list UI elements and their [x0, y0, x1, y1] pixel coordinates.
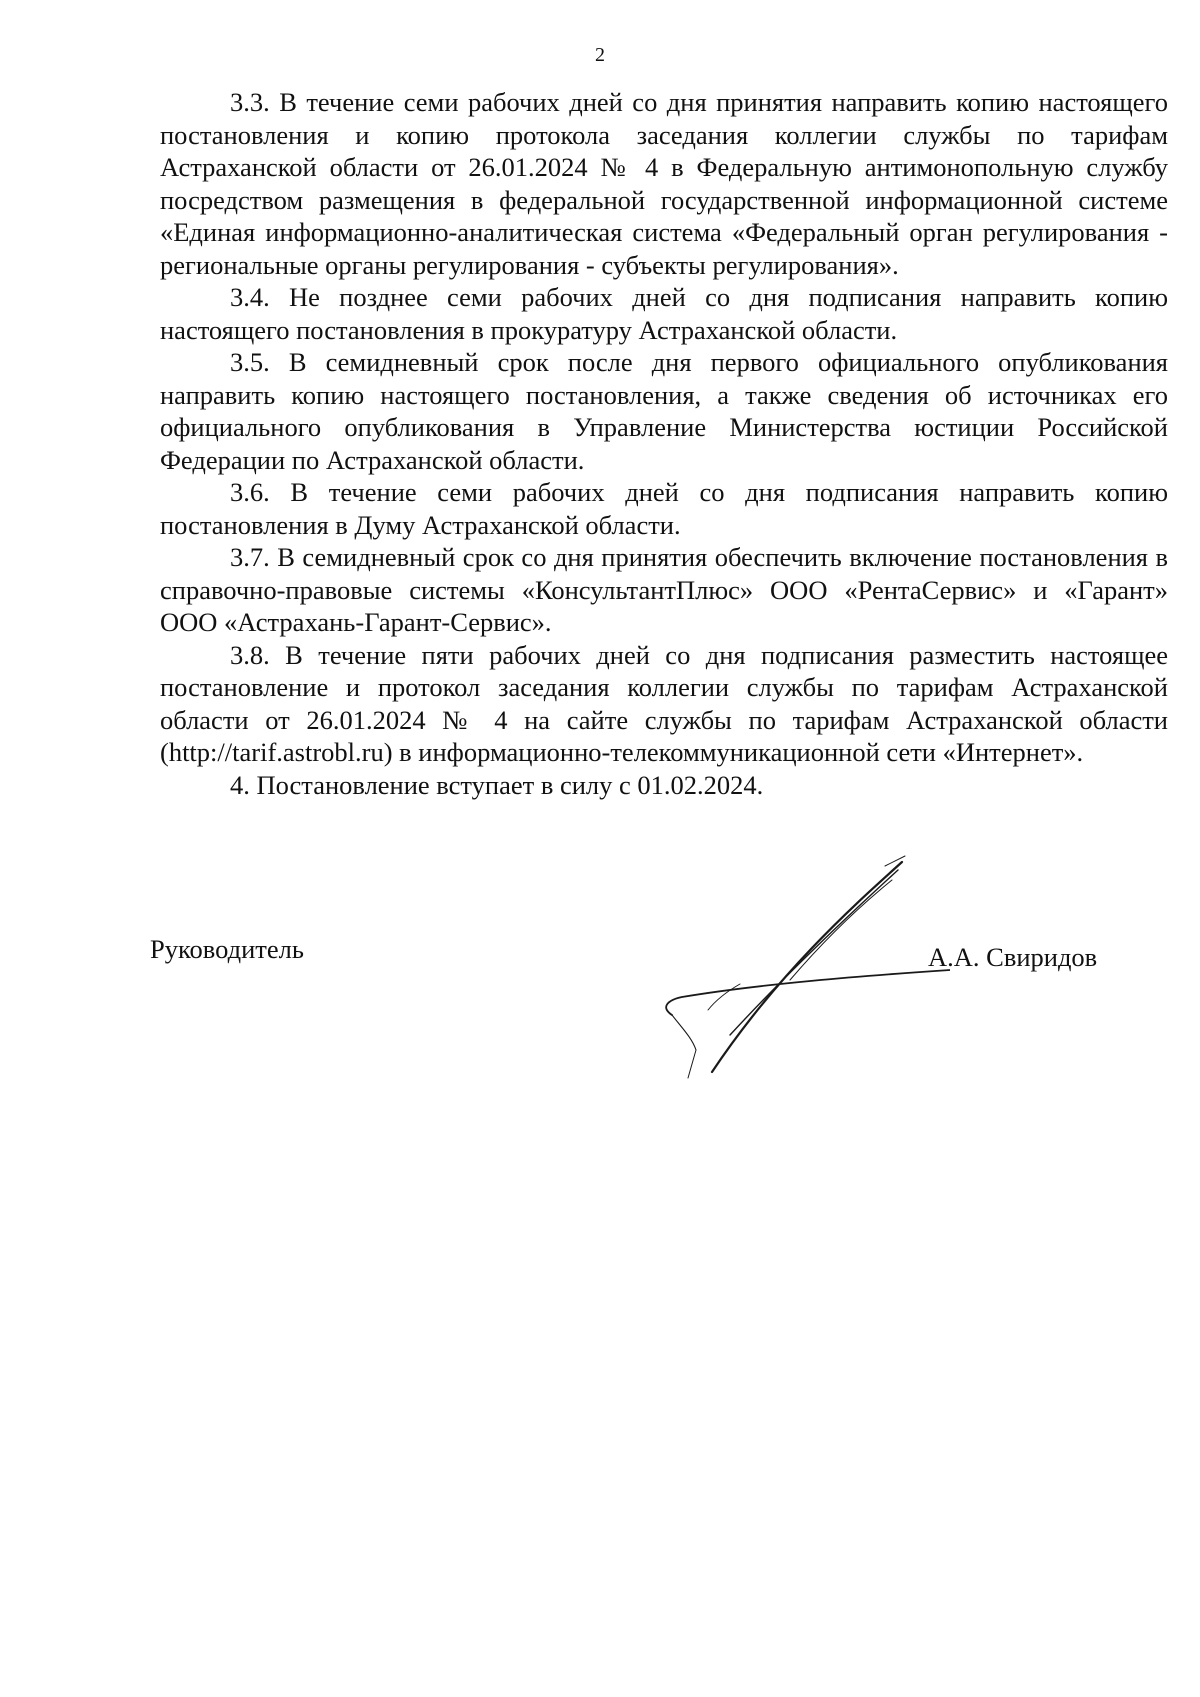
- handwritten-signature: [630, 850, 950, 1090]
- signature-block: [0, 920, 1200, 972]
- paragraph-3-6: 3.6. В течение семи рабочих дней со дня подписания направить копию постановления в Думу Астраханской области.: [160, 477, 1168, 540]
- paragraph-3-5: 3.5. В семидневный срок после дня первого официального опубликования направить копию настоящего постановления, а также сведения об источниках его официального опубликования в Управление Министерства юстиции Российской Федерации по Астраханской области.: [160, 347, 1168, 475]
- signatory-name: А.А. Свиридов: [928, 942, 1098, 972]
- paragraph-3-8: 3.8. В течение пяти рабочих дней со дня подписания разместить настоящее постановление и протокол заседания коллегии службы по тарифам Астраханской области от 26.01.2024 № 4 на сайте службы по тарифам Астраханской области (http://tarif.astrobl.ru) в информационно-телекоммуникационной сети «Интернет».: [160, 639, 1168, 767]
- paragraph-4: 4. Постановление вступает в силу с 01.02.2024.: [230, 769, 764, 800]
- document-body: [160, 86, 1168, 801]
- paragraph-3-7: 3.7. В семидневный срок со дня принятия обеспечить включение постановления в справочно-правовые системы «КонсультантПлюс» ООО «РентаСервис» и «Гарант» ООО «Астрахань-Гарант-Сервис».: [160, 542, 1168, 637]
- page-number: 2: [595, 44, 605, 66]
- paragraph-3-4: 3.4. Не позднее семи рабочих дней со дня подписания направить копию настоящего постановления в прокуратуру Астраханской области.: [160, 282, 1168, 345]
- paragraph-3-3: 3.3. В течение семи рабочих дней со дня принятия направить копию настоящего постановления и копию протокола заседания коллегии службы по тарифам Астраханской области от 26.01.2024 № 4 в Федеральную антимонопольную службу посредством размещения в федеральной государственной информационной системе «Единая информационно-аналитическая система «Федеральный орган регулирования - региональные органы регулирования - субъекты регулирования».: [160, 87, 1168, 280]
- signatory-position: Руководитель: [150, 934, 304, 964]
